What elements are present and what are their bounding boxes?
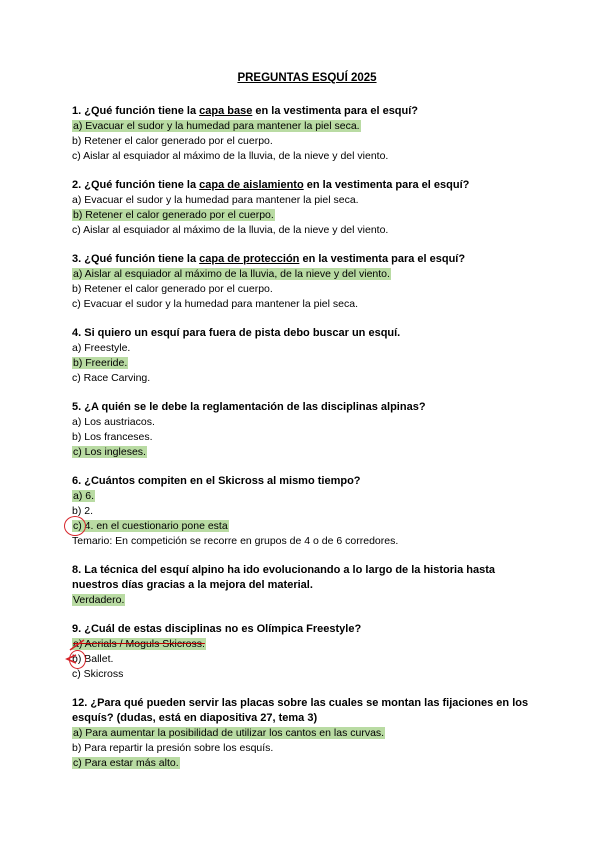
q9-option-a: a) Aerials / Moguls Skicross.: [73, 638, 205, 650]
question-6-text: 6. ¿Cuántos compiten en el Skicross al mismo tiempo?: [72, 475, 361, 487]
question-5-text: 5. ¿A quién se le debe la reglamentación de las disciplinas alpinas?: [72, 401, 426, 413]
q3-post: en la vestimenta para el esquí?: [299, 253, 466, 265]
q5-option-b: b) Los franceses.: [72, 431, 153, 443]
question-5: [72, 400, 542, 460]
q9-option-c: c) Skicross: [72, 668, 124, 680]
question-8: [72, 563, 542, 608]
q1-term: capa base: [199, 105, 253, 117]
q3-pre: 3. ¿Qué función tiene la: [72, 253, 200, 265]
q1-post: en la vestimenta para el esquí?: [252, 105, 419, 117]
question-1-text: [72, 104, 542, 119]
q1-option-b: b) Retener el calor generado por el cuerpo.: [72, 135, 273, 147]
q12-option-c: c) Para estar más alto.: [73, 757, 179, 769]
question-9: [72, 622, 542, 682]
q6-note: Temario: En competición se recorre en grupos de 4 o de 6 corredores.: [72, 535, 399, 547]
question-12: [72, 696, 542, 771]
question-8-text: 8. La técnica del esquí alpino ha ido evolucionando a lo largo de la historia hasta nuestros días gracias a la mejora del material.: [72, 564, 495, 591]
q5-option-c: c) Los ingleses.: [73, 446, 146, 458]
q2-post: en la vestimenta para el esquí?: [303, 179, 470, 191]
q2-pre: 2. ¿Qué función tiene la: [72, 179, 200, 191]
q4-option-a: a) Freestyle.: [72, 342, 131, 354]
q12-option-b: b) Para repartir la presión sobre los esquís.: [72, 742, 274, 754]
q1-option-a: a) Evacuar el sudor y la humedad para mantener la piel seca.: [73, 120, 360, 132]
q3-option-a: a) Aislar al esquiador al máximo de la lluvia, de la nieve y del viento.: [73, 268, 390, 280]
question-4: [72, 326, 542, 386]
q1-option-c: c) Aislar al esquiador al máximo de la lluvia, de la nieve y del viento.: [72, 150, 389, 162]
question-4-text: 4. Si quiero un esquí para fuera de pista debo buscar un esquí.: [72, 327, 401, 339]
question-3-text: [72, 252, 542, 267]
q3-term: capa de protección: [199, 253, 300, 265]
q5-option-a: a) Los austriacos.: [72, 416, 155, 428]
q4-option-c: c) Race Carving.: [72, 372, 151, 384]
page-title: PREGUNTAS ESQUÍ 2025: [237, 72, 377, 84]
q1-pre: 1. ¿Qué función tiene la: [72, 105, 200, 117]
q12-option-a: a) Para aumentar la posibilidad de utilizar los cantos en las curvas.: [73, 727, 385, 739]
pen-arrow-mark: [64, 652, 78, 666]
q2-option-a: a) Evacuar el sudor y la humedad para mantener la piel seca.: [72, 194, 359, 206]
q8-answer: Verdadero.: [73, 594, 125, 606]
q2-option-c: c) Aislar al esquiador al máximo de la lluvia, de la nieve y del viento.: [72, 224, 389, 236]
q2-term: capa de aislamiento: [199, 179, 304, 191]
question-12-text: 12. ¿Para qué pueden servir las placas sobre las cuales se montan las fijaciones en los esquís? (dudas, está en diapositiva 27, tema 3): [72, 697, 529, 724]
q3-option-b: b) Retener el calor generado por el cuerpo.: [72, 283, 273, 295]
question-9-text: 9. ¿Cuál de estas disciplinas no es Olímpica Freestyle?: [72, 623, 362, 635]
q6-option-b: b) 2.: [72, 505, 94, 517]
q4-option-b: b) Freeride.: [73, 357, 128, 369]
q6-option-a: a) 6.: [73, 490, 95, 502]
question-2: [72, 178, 542, 238]
q2-option-b: b) Retener el calor generado por el cuerpo.: [73, 209, 274, 221]
question-2-text: [72, 178, 542, 193]
q9-option-b: b) Ballet.: [72, 653, 114, 665]
question-1: [72, 104, 542, 164]
document-page: [72, 72, 542, 785]
pen-circle-mark: [64, 516, 86, 536]
q3-option-c: c) Evacuar el sudor y la humedad para mantener la piel seca.: [72, 298, 358, 310]
question-6: [72, 474, 542, 549]
q6-option-c: c) 4. en el cuestionario pone esta: [73, 520, 228, 532]
question-3: [72, 252, 542, 312]
